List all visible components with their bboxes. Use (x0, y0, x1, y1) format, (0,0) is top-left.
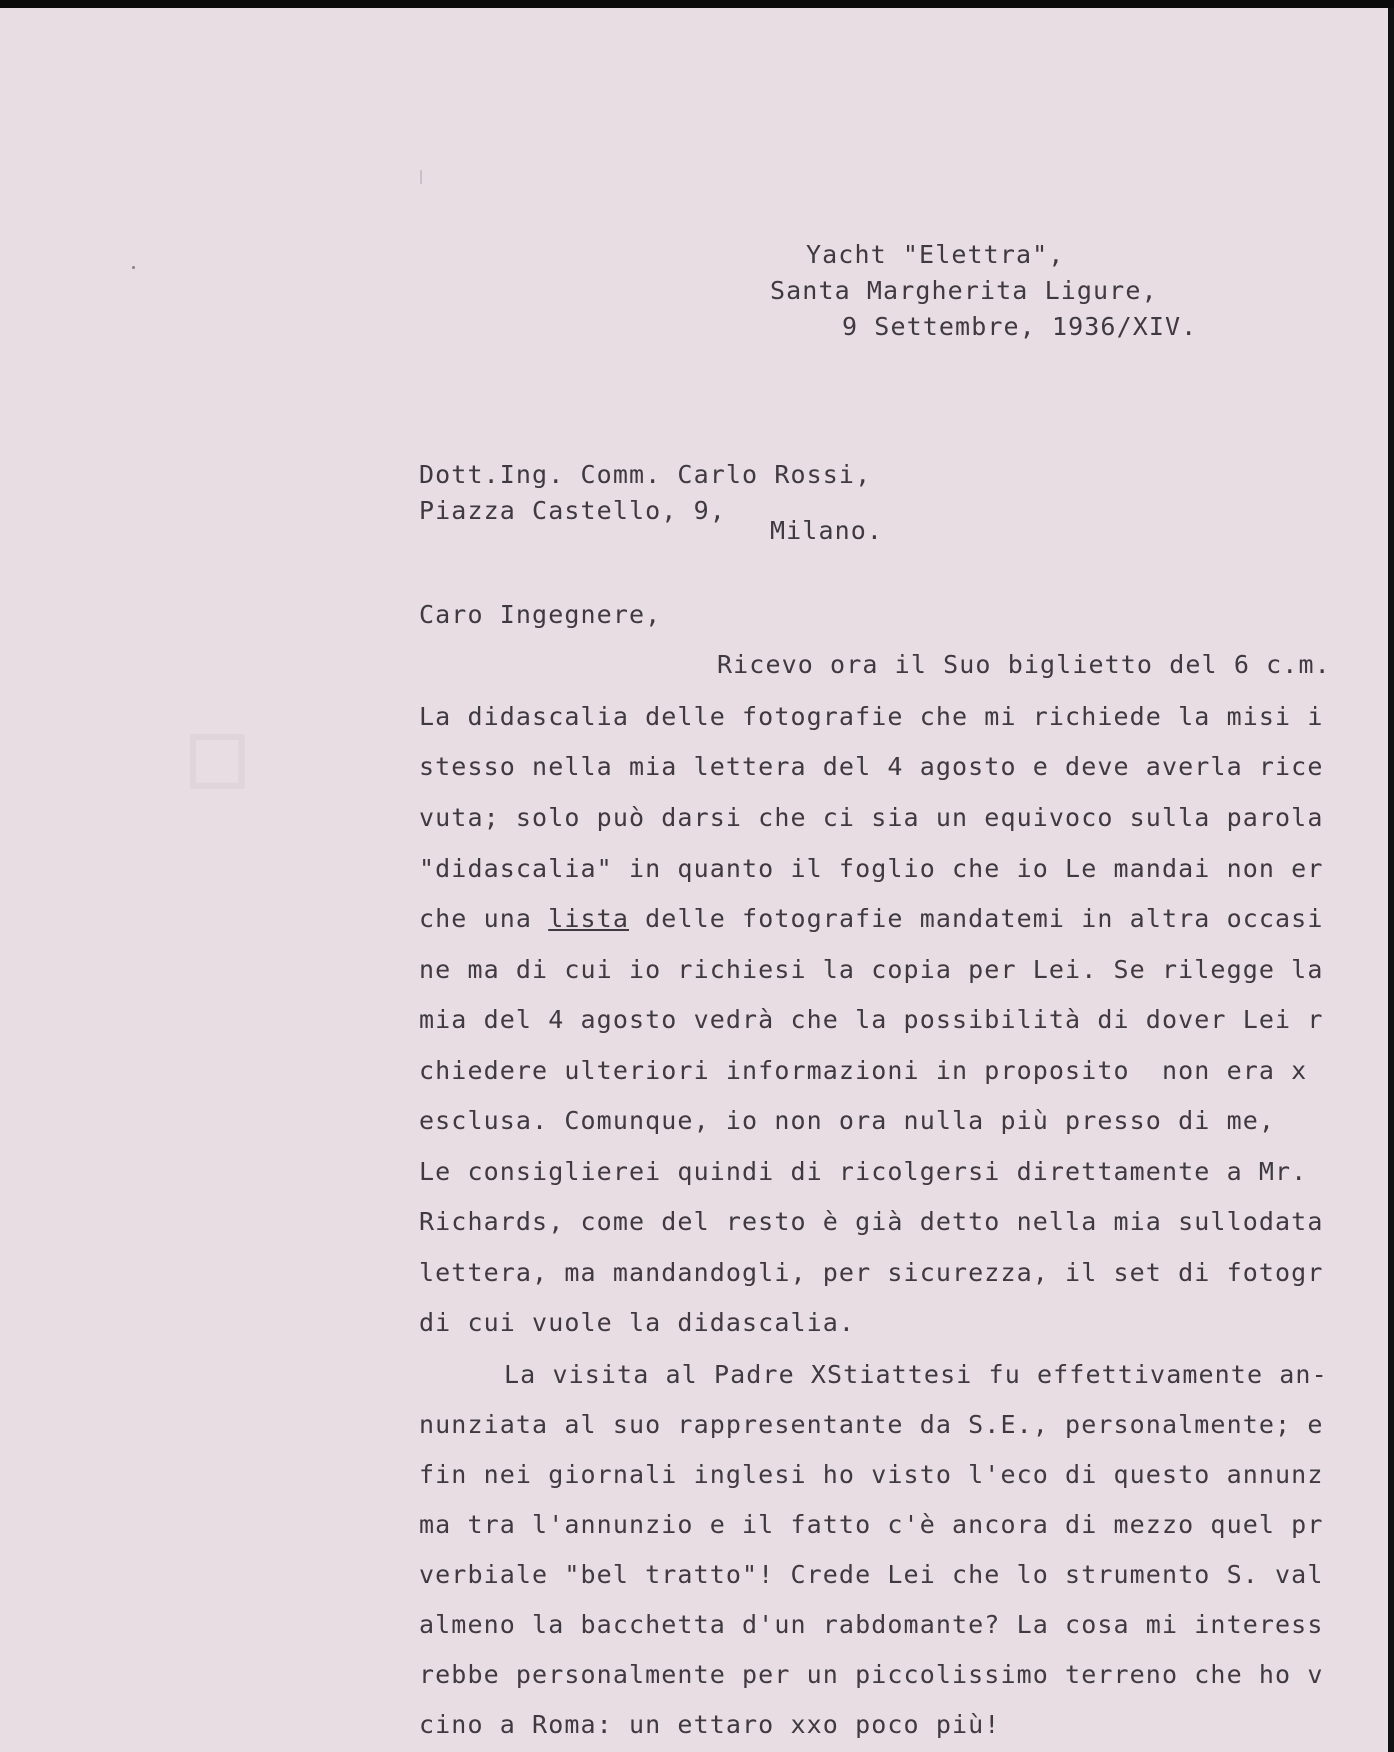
body-line: ma tra l'annunzio e il fatto c'è ancora di mezzo quel pr (419, 1510, 1324, 1539)
header-line-yacht: Yacht "Elettra", (806, 240, 1065, 269)
body-line: di cui vuole la didascalia. (419, 1308, 856, 1337)
salutation: Caro Ingegnere, (419, 600, 662, 629)
body-line: La didascalia delle fotografie che mi richiede la misi i (419, 702, 1324, 731)
letter-page (0, 8, 1394, 1752)
body-text-segment: delle fotografie mandatemi in altra occasi (628, 904, 1324, 933)
body-line: stesso nella mia lettera del 4 agosto e deve averla rice (419, 752, 1324, 781)
body-line: mia del 4 agosto vedrà che la possibilità di dover Lei r (419, 1005, 1324, 1034)
body-text-segment: che una (419, 904, 549, 933)
watermark: ▫ (180, 688, 261, 816)
body-line: rebbe personalmente per un piccolissimo terreno che ho v (419, 1660, 1324, 1689)
page-edge-shadow (1388, 8, 1394, 1752)
recipient-address: Piazza Castello, 9, (419, 496, 726, 525)
body-line: "didascalia" in quanto il foglio che io Le mandai non er (419, 854, 1324, 883)
body-line: verbiale "bel tratto"! Crede Lei che lo strumento S. val (419, 1560, 1324, 1589)
paragraph-2-opening: La visita al Padre XStiattesi fu effettivamente an- (504, 1360, 1328, 1389)
paragraph-1-opening: Ricevo ora il Suo biglietto del 6 c.m. (717, 650, 1331, 679)
body-line: ne ma di cui io richiesi la copia per Lei. Se rilegge la (419, 955, 1324, 984)
body-line: almeno la bacchetta d'un rabdomante? La cosa mi interess (419, 1610, 1324, 1639)
body-line: vuta; solo può darsi che ci sia un equivoco sulla parola (419, 803, 1324, 832)
body-line: lettera, ma mandandogli, per sicurezza, il set di fotogr (419, 1258, 1324, 1287)
body-line: cino a Roma: un ettaro xxo poco più! (419, 1710, 1001, 1739)
body-line: Le consiglierei quindi di ricolgersi direttamente a Mr. (419, 1157, 1308, 1186)
body-line: nunziata al suo rappresentante da S.E., personalmente; e (419, 1410, 1324, 1439)
body-line (419, 904, 1324, 934)
paper-speck (420, 170, 422, 184)
recipient-name: Dott.Ing. Comm. Carlo Rossi, (419, 460, 872, 489)
body-line: esclusa. Comunque, io non ora nulla più presso di me, (419, 1106, 1276, 1135)
body-line: fin nei giornali inglesi ho visto l'eco di questo annunz (419, 1460, 1324, 1489)
body-line: chiedere ulteriori informazioni in proposito non era x (419, 1056, 1308, 1085)
header-line-date: 9 Settembre, 1936/XIV. (842, 312, 1198, 341)
header-line-place: Santa Margherita Ligure, (770, 276, 1158, 305)
paper-speck (132, 266, 135, 269)
recipient-city: Milano. (770, 516, 884, 545)
underlined-word: lista (548, 904, 629, 933)
body-line: Richards, come del resto è già detto nella mia sullodata (419, 1207, 1324, 1236)
